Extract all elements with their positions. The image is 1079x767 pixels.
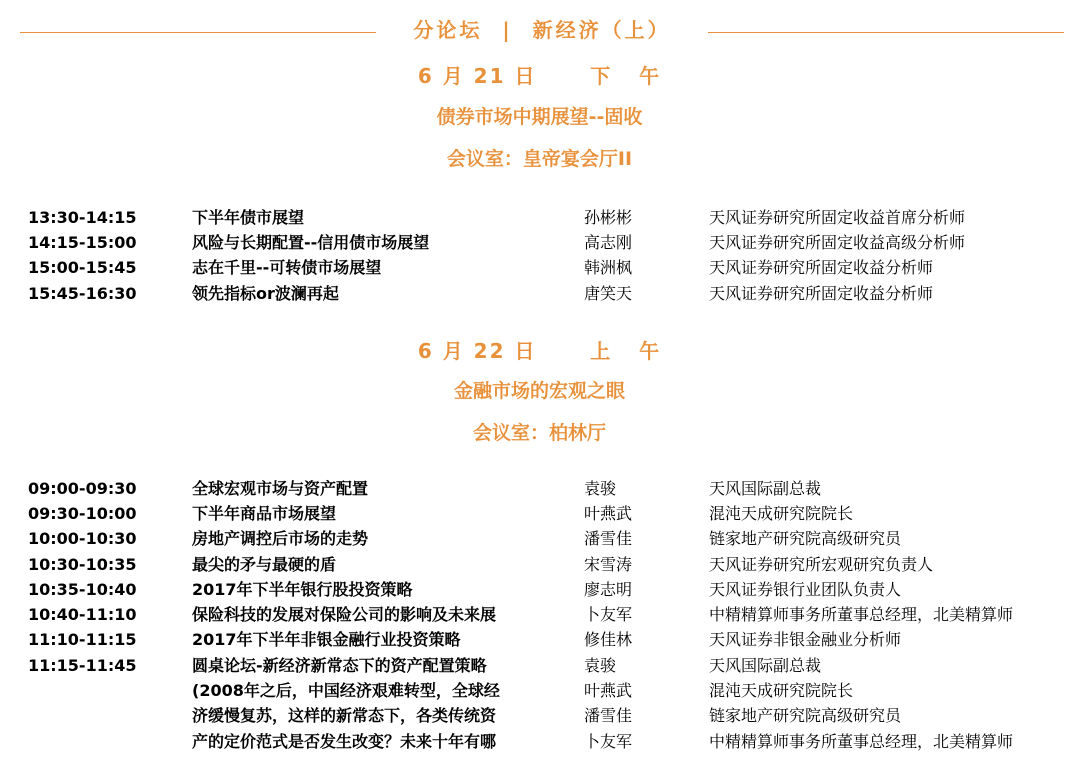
agenda-time: 10:35-10:40 [28,580,137,599]
agenda-organization: 天风证券研究所固定收益首席分析师 [709,208,966,227]
agenda-row [0,703,1079,728]
agenda-organization: 中精精算师事务所董事总经理，北美精算师 [709,732,1014,751]
forum-header [0,0,1079,60]
agenda-title: 最尖的矛与最硬的盾 [192,555,337,574]
agenda-title: 圆桌论坛-新经济新常态下的资产配置策略 [192,656,487,675]
agenda-organization: 链家地产研究院高级研究员 [709,706,902,725]
agenda-row [0,552,1079,577]
agenda-organization: 天风证券银行业团队负责人 [709,580,902,599]
agenda-time: 15:45-16:30 [28,284,137,303]
agenda-speaker: 袁骏 [584,656,617,675]
agenda-time: 11:10-11:15 [28,630,137,649]
agenda-organization: 混沌天成研究院院长 [709,504,854,523]
agenda-speaker: 叶燕武 [584,681,633,700]
agenda-speaker: 卜友军 [584,605,633,624]
agenda-time: 15:00-15:45 [28,258,137,277]
agenda-organization: 天风证券研究所固定收益高级分析师 [709,233,966,252]
agenda-title: 风险与长期配置--信用债市场展望 [192,233,430,252]
agenda-title: 下半年商品市场展望 [192,504,337,523]
agenda-organization: 天风证券非银金融业分析师 [709,630,902,649]
agenda-title: 保险科技的发展对保险公司的影响及未来展 [192,605,497,624]
agenda-time: 09:00-09:30 [28,479,137,498]
agenda-title: 房地产调控后市场的走势 [192,529,369,548]
session-topic: 债券市场中期展望--固收 [436,106,643,128]
agenda-time: 11:15-11:45 [28,656,137,675]
agenda-title: 产的定价范式是否发生改变？未来十年有哪 [192,732,497,751]
agenda-title: 下半年债市展望 [192,208,305,227]
agenda-row [0,678,1079,703]
agenda-speaker: 潘雪佳 [584,529,633,548]
agenda-row [0,476,1079,501]
agenda-speaker: 袁骏 [584,479,617,498]
agenda-title: 2017年下半年银行股投资策略 [192,580,413,599]
agenda-speaker: 孙彬彬 [584,208,633,227]
agenda-organization: 混沌天成研究院院长 [709,681,854,700]
session-date: 6 月 21 日 下 午 [417,64,662,88]
agenda-organization: 天风国际副总裁 [709,479,822,498]
agenda-speaker: 韩洲枫 [584,258,633,277]
agenda-speaker: 高志刚 [584,233,633,252]
agenda-speaker: 潘雪佳 [584,706,633,725]
agenda-title: 全球宏观市场与资产配置 [192,479,369,498]
agenda-row [0,501,1079,526]
session-room: 会议室：皇帝宴会厅II [446,148,633,170]
agenda-organization: 天风证券研究所固定收益分析师 [709,284,934,303]
agenda-row [0,602,1079,627]
agenda-time: 09:30-10:00 [28,504,137,523]
header-divider-right [708,32,1064,33]
agenda-time: 10:40-11:10 [28,605,137,624]
agenda-title: (2008年之后，中国经济艰难转型，全球经 [192,681,500,700]
header-divider-left [20,32,376,33]
agenda-speaker: 唐笑天 [584,284,633,303]
agenda-speaker: 宋雪涛 [584,555,633,574]
agenda-speaker: 卜友军 [584,732,633,751]
session-date: 6 月 22 日 上 午 [417,339,662,363]
agenda-organization: 中精精算师事务所董事总经理，北美精算师 [709,605,1014,624]
agenda-organization: 天风证券研究所宏观研究负责人 [709,555,934,574]
agenda-row [0,255,1079,280]
agenda-row [0,729,1079,754]
agenda-row [0,526,1079,551]
agenda-speaker: 修佳林 [584,630,633,649]
agenda-organization: 天风国际副总裁 [709,656,822,675]
agenda-row [0,653,1079,678]
agenda-organization: 链家地产研究院高级研究员 [709,529,902,548]
agenda-time: 13:30-14:15 [28,208,137,227]
agenda-time: 10:00-10:30 [28,529,137,548]
agenda-row [0,577,1079,602]
agenda-row [0,281,1079,306]
agenda-time: 10:30-10:35 [28,555,137,574]
agenda-title: 2017年下半年非银金融行业投资策略 [192,630,461,649]
session-topic: 金融市场的宏观之眼 [453,380,625,402]
agenda-time: 14:15-15:00 [28,233,137,252]
agenda-organization: 天风证券研究所固定收益分析师 [709,258,934,277]
forum-title: 分论坛 | 新经济（上） [413,18,671,42]
agenda-title: 领先指标or波澜再起 [192,284,339,303]
agenda-title: 济缓慢复苏，这样的新常态下，各类传统资 [192,706,497,725]
agenda-row [0,230,1079,255]
agenda-row [0,205,1079,230]
agenda-speaker: 廖志明 [584,580,633,599]
session-room: 会议室：柏林厅 [472,422,606,444]
agenda-row [0,627,1079,652]
agenda-title: 志在千里--可转债市场展望 [192,258,382,277]
agenda-speaker: 叶燕武 [584,504,633,523]
